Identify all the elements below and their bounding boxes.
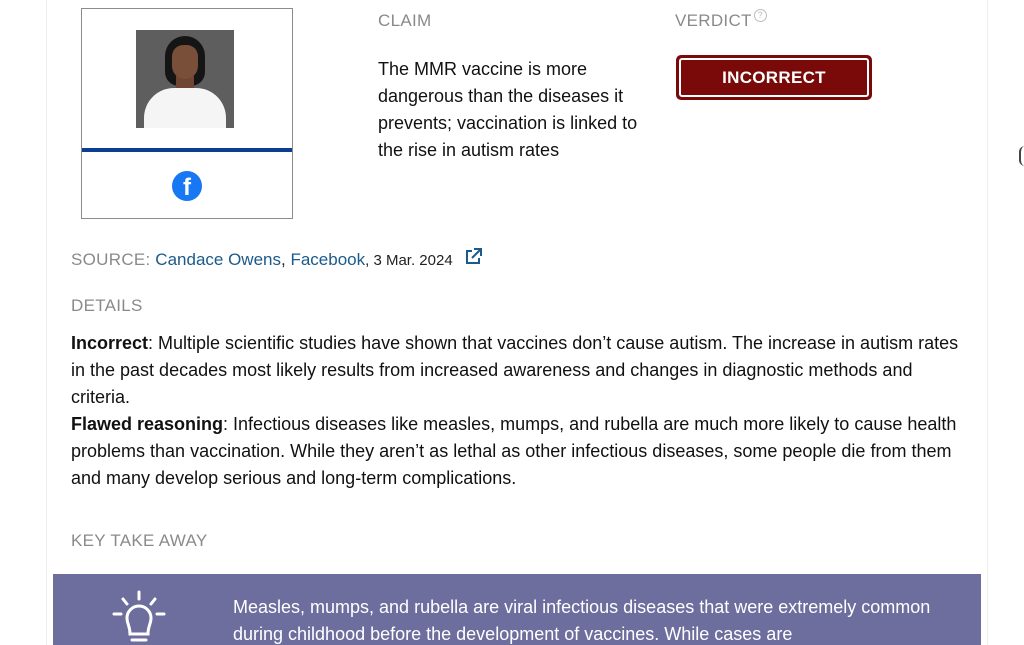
lightbulb-icon [109,590,169,645]
verdict-label: VERDICT [675,11,752,30]
scroll-edge-indicator [1019,146,1024,166]
claimant-photo [136,30,234,128]
takeaway-box [53,574,981,645]
source-author-link[interactable]: Candace Owens [155,250,281,269]
facebook-icon[interactable]: f [172,171,202,201]
details-term: Incorrect [71,333,149,353]
external-link-icon[interactable] [465,248,482,270]
details-text: : Infectious diseases like measles, mumps, and rubella are much more likely to cause health problems than vaccination. While they aren’t as lethal as other infectious diseases, some people die from them and many develop serious and long-term complications. [71,414,957,488]
details-label: DETAILS [71,296,143,315]
details-item-incorrect [71,330,961,411]
source-label: SOURCE: [71,250,151,269]
takeaway-label: KEY TAKE AWAY [71,531,208,550]
takeaway-text: Measles, mumps, and rubella are viral infectious diseases that were extremely common during childhood before the development of vaccines. While cases are [233,597,931,644]
source-line [71,250,482,270]
help-icon[interactable]: ? [754,9,767,22]
verdict-value: INCORRECT [679,58,869,97]
details-text: : Multiple scientific studies have shown that vaccines don’t cause autism. The increase in autism rates in the past decades most likely results from increased awareness and changes in diagnostic methods and criteria. [71,333,959,407]
details-item-flawed-reasoning [71,411,961,492]
details-body [71,330,961,492]
profile-divider [82,148,292,152]
claim-text: The MMR vaccine is more dangerous than the diseases it prevents; vaccination is linked to the rise in autism rates [378,59,638,160]
source-separator: , [280,250,286,269]
details-term: Flawed reasoning [71,414,224,434]
verdict-badge [676,55,872,100]
source-platform-link[interactable]: Facebook [290,250,366,269]
claim-label: CLAIM [378,11,432,30]
source-date: , 3 Mar. 2024 [365,252,453,269]
claimant-profile [81,8,293,219]
verdict-label-wrap [675,11,767,31]
